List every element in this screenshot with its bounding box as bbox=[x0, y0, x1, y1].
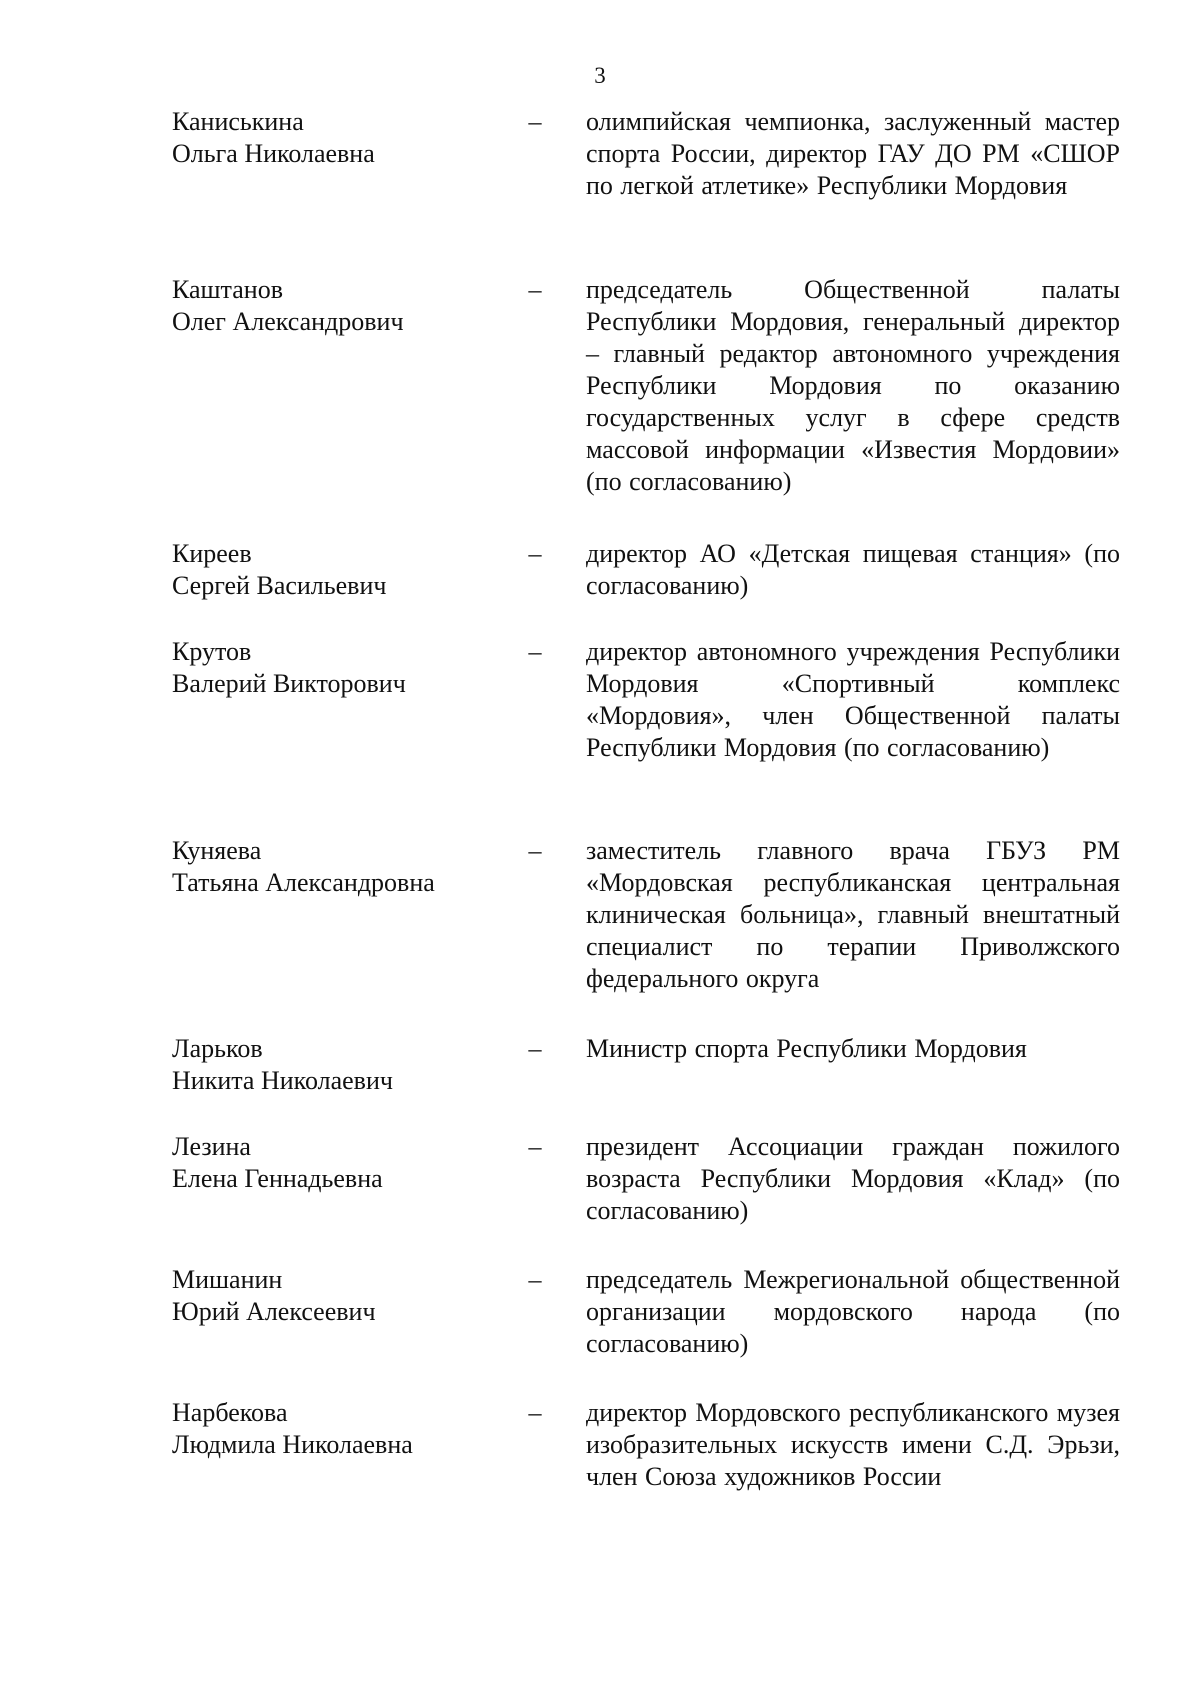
member-position: олимпийская чемпионка, заслуженный мастер спорта России, директор ГАУ ДО РМ «СШОР по легкой атлетике» Республики Мордовия bbox=[586, 107, 1120, 200]
member-surname: Мишанин bbox=[172, 1265, 283, 1294]
member-position: директор АО «Детская пищевая станция» (по согласованию) bbox=[586, 539, 1120, 600]
dash-separator: – bbox=[528, 1132, 542, 1161]
dash-separator: – bbox=[528, 1034, 542, 1063]
member-name bbox=[172, 106, 502, 170]
member-given-names: Никита Николаевич bbox=[172, 1066, 393, 1095]
member-surname: Крутов bbox=[172, 637, 252, 666]
member-given-names: Елена Геннадьевна bbox=[172, 1164, 383, 1193]
member-position: председатель Межрегиональной общественной организации мордовского народа (по согласованию) bbox=[586, 1265, 1120, 1358]
member-given-names: Людмила Николаевна bbox=[172, 1430, 413, 1459]
member-name bbox=[172, 1264, 502, 1328]
member-surname: Киреев bbox=[172, 539, 252, 568]
member-name bbox=[172, 274, 502, 338]
member-name bbox=[172, 538, 502, 602]
member-given-names: Татьяна Александровна bbox=[172, 868, 435, 897]
member-surname: Лезина bbox=[172, 1132, 251, 1161]
dash-separator: – bbox=[528, 836, 542, 865]
member-surname: Нарбекова bbox=[172, 1398, 288, 1427]
dash-separator: – bbox=[528, 275, 542, 304]
member-position: председатель Общественной палаты Республики Мордовия, генеральный директор – главный редактор автономного учреждения Республики Мордовия по оказанию государственных услуг в сфере средств массовой информации «Известия Мордовии» (по согласованию) bbox=[586, 275, 1120, 496]
dash-separator: – bbox=[528, 1265, 542, 1294]
member-name bbox=[172, 636, 502, 700]
member-name bbox=[172, 835, 502, 899]
member-name bbox=[172, 1033, 502, 1097]
member-given-names: Сергей Васильевич bbox=[172, 571, 387, 600]
dash-separator: – bbox=[528, 637, 542, 666]
dash-separator: – bbox=[528, 107, 542, 136]
member-surname: Каниськина bbox=[172, 107, 304, 136]
member-given-names: Олег Александрович bbox=[172, 307, 404, 336]
member-position: директор Мордовского республиканского музея изобразительных искусств имени С.Д. Эрьзи, член Союза художников России bbox=[586, 1398, 1120, 1491]
member-name bbox=[172, 1397, 502, 1461]
dash-separator: – bbox=[528, 539, 542, 568]
dash-separator: – bbox=[528, 1398, 542, 1427]
member-position: директор автономного учреждения Республики Мордовия «Спортивный комплекс «Мордовия», член Общественной палаты Республики Мордовия (по согласованию) bbox=[586, 637, 1120, 762]
member-name bbox=[172, 1131, 502, 1195]
member-surname: Каштанов bbox=[172, 275, 283, 304]
member-surname: Куняева bbox=[172, 836, 262, 865]
member-position: заместитель главного врача ГБУЗ РМ «Мордовская республиканская центральная клиническая больница», главный внештатный специалист по терапии Приволжского федерального округа bbox=[586, 836, 1120, 993]
member-given-names: Юрий Алексеевич bbox=[172, 1297, 376, 1326]
member-surname: Ларьков bbox=[172, 1034, 263, 1063]
member-given-names: Ольга Николаевна bbox=[172, 139, 375, 168]
page-number: 3 bbox=[594, 63, 606, 88]
member-position: президент Ассоциации граждан пожилого возраста Республики Мордовия «Клад» (по согласованию) bbox=[586, 1132, 1120, 1225]
member-position: Министр спорта Республики Мордовия bbox=[586, 1034, 1027, 1063]
member-given-names: Валерий Викторович bbox=[172, 669, 406, 698]
